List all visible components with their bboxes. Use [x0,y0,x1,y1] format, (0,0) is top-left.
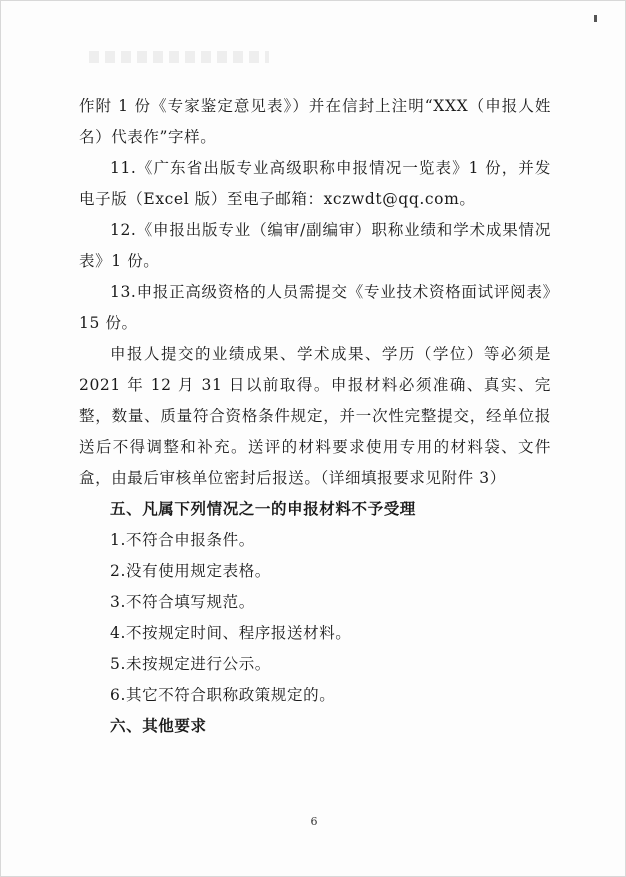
list-item: 5.未按规定进行公示。 [110,655,271,673]
list-item: 4.不按规定时间、程序报送材料。 [110,624,352,642]
list-item: 6.其它不符合职称政策规定的。 [110,686,336,704]
corner-mark [594,15,597,22]
list-item: 2.没有使用规定表格。 [110,562,271,580]
section-5-heading: 五、凡属下列情况之一的申报材料不予受理 [110,500,416,518]
section-6-heading: 六、其他要求 [110,717,207,735]
paragraph-item-11: 11.《广东省出版专业高级职称申报情况一览表》1 份，并发电子版（Excel 版）至电子邮箱：xczwdt@qq.com。 [79,159,551,208]
list-item: 1.不符合申报条件。 [110,531,255,549]
paragraph-requirements: 申报人提交的业绩成果、学术成果、学历（学位）等必须是 2021 年 12 月 31 日以前取得。申报材料必须准确、真实、完整，数量、质量符合资格条件规定，并一次性完整提交，经单位报送后不得调整和补充。送评的材料要求使用专用的材料袋、文件盒，由最后审核单位密封后报送。（详细填报要求见附件 3） [79,345,551,487]
paragraph-attachment-note: 作附 1 份《专家鉴定意见表》）并在信封上注明“XXX（申报人姓名）代表作”字样。 [79,97,551,146]
paragraph-item-12: 12.《申报出版专业（编审/副编审）职称业绩和学术成果情况表》1 份。 [79,221,551,270]
list-item: 3.不符合填写规范。 [110,593,255,611]
page-number: 6 [310,815,318,828]
paragraph-item-13: 13.申报正高级资格的人员需提交《专业技术资格面试评阅表》15 份。 [79,283,551,332]
faint-header-marks [89,51,269,63]
document-body [79,91,551,742]
